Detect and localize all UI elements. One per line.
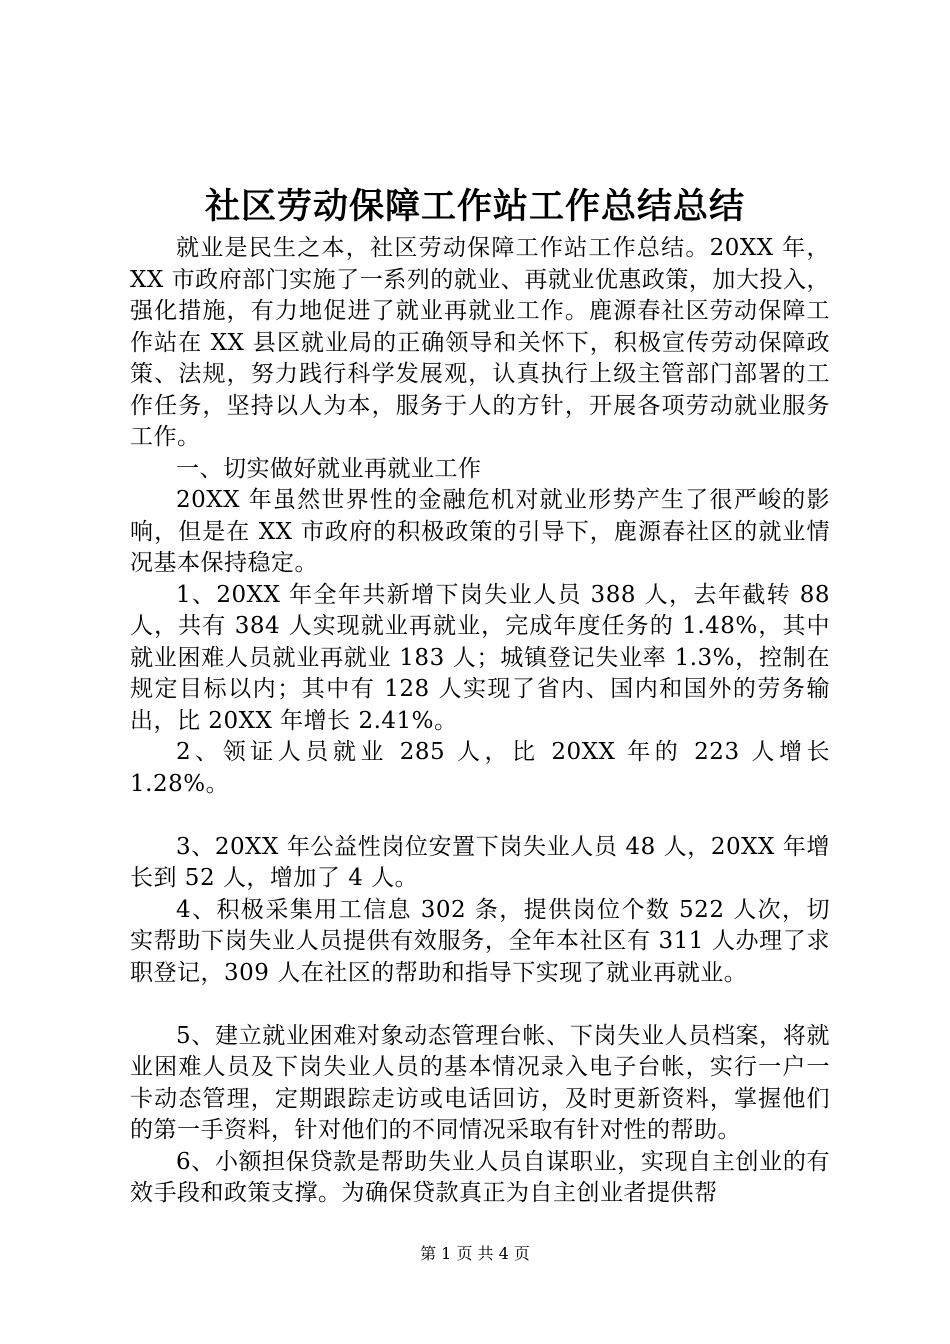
paragraph-item-6: 6、小额担保贷款是帮助失业人员自谋职业，实现自主创业的有效手段和政策支撑。为确保贷款真正为自主创业者提供帮	[130, 1148, 830, 1206]
paragraph-financial-crisis: 20XX 年虽然世界性的金融危机对就业形势产生了很严峻的影响，但是在 XX 市政府的积极政策的引导下，鹿源春社区的就业情况基本保持稳定。	[130, 487, 830, 576]
paragraph-item-1: 1、20XX 年全年共新增下岗失业人员 388 人，去年截转 88 人，共有 384 人实现就业再就业，完成年度任务的 1.48%，其中就业困难人员就业再就业 183 人；城镇登记失业率 1.3%，控制在规定目标以内；其中有 128 人实现了省内、国内和国外的劳务输出，比 20XX 年增长 2.41%。	[130, 581, 830, 734]
paragraph-item-3: 3、20XX 年公益性岗位安置下岗失业人员 48 人，20XX 年增长到 52 人，增加了 4 人。	[130, 833, 830, 891]
paragraph-item-5: 5、建立就业困难对象动态管理台帐、下岗失业人员档案，将就业困难人员及下岗失业人员的基本情况录入电子台帐，实行一户一卡动态管理，定期跟踪走访或电话回访，及时更新资料，掌握他们的第一手资料，针对他们的不同情况采取有针对性的帮助。	[130, 1022, 830, 1143]
document-body	[130, 233, 830, 1210]
paragraph-intro: 就业是民生之本，社区劳动保障工作站工作总结。20XX 年，XX 市政府部门实施了一系列的就业、再就业优惠政策，加大投入，强化措施，有力地促进了就业再就业工作。鹿源春社区劳动保障工作站在 XX 县区就业局的正确领导和关怀下，积极宣传劳动保障政策、法规，努力践行科学发展观，认真执行上级主管部门部署的工作任务，坚持以人为本，服务于人的方针，开展各项劳动就业服务工作。	[130, 235, 830, 450]
document-title: 社区劳动保障工作站工作总结总结	[204, 187, 745, 227]
page-number-footer: 第 1 页 共 4 页	[420, 1244, 530, 1263]
paragraph-item-4: 4、积极采集用工信息 302 条，提供岗位个数 522 人次，切实帮助下岗失业人员提供有效服务，全年本社区有 311 人办理了求职登记，309 人在社区的帮助和指导下实现了就业再就业。	[130, 896, 830, 986]
section-heading-employment: 一、切实做好就业再就业工作	[176, 455, 482, 482]
paragraph-item-2: 2、领证人员就业 285 人，比 20XX 年的 223 人增长 1.28%。	[130, 739, 830, 797]
